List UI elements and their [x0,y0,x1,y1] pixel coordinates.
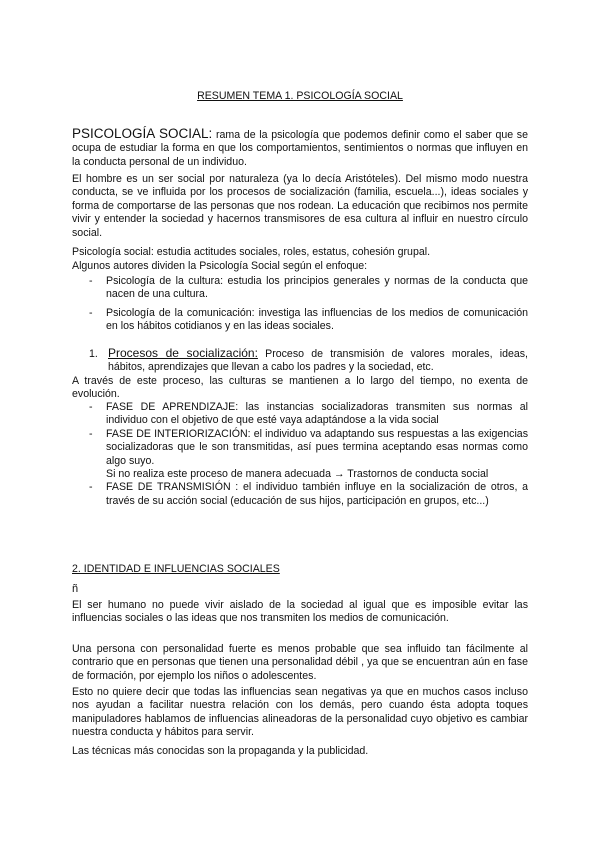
paragraph-hombre: El hombre es un ser social por naturaleza (ya lo decía Aristóteles). Del mismo modo nuestra conducta, se ve influida por los procesos de socialización (familia, escuela...), ideas sociales y forma de comportarse de las personas que nos rodean. La educación que recibimos nos permite vivir y entender la sociedad y hacernos transmisores de esa cultura al influir en nuestro círculo social. [72,173,528,239]
definition-text: rama de la psicología que podemos definir como el saber que se ocupa de estudiar la forma en que los comportamientos, sentimientos o normas que influyen en la conducta personal de un individuo. [72,129,528,168]
process-text: Proceso de transmisión de valores morales, ideas, hábitos, aprendizajes que llevan a cabo los padres y la sociedad, etc. [108,348,528,374]
process-paragraph [108,347,528,375]
list-item: - FASE DE APRENDIZAJE: las instancias socializadoras transmiten sus normas al individuo con el objetivo de que esté vaya adaptándose a la vida social [89,401,528,427]
list-item: - Psicología de la comunicación: investiga las influencias de los medios de comunicación en los hábitos cotidianos y en las ideas sociales. [89,306,528,333]
document-title: RESUMEN TEMA 1. PSICOLOGÍA SOCIAL [197,90,403,102]
fases-list [89,401,528,508]
section-2-mark: ñ [72,583,79,595]
section-2-title: 2. IDENTIDAD E INFLUENCIAS SOCIALES [72,563,280,575]
paragraph-personalidad: Una persona con personalidad fuerte es menos probable que sea influido tan fácilmente al contrario que en personas que tienen una personalidad débil , ya que se encuentran aún en fase de formación, por ejemplo los niños o adolescentes. [72,643,528,682]
paragraph-negativas: Esto no quiere decir que todas las influencias sean negativas ya que en muchos casos incluso nos ayudan a facilitar nuestra relación con los demás, pero cuando ésta adopta toques manipuladores hablamos de influencias alineadoras de la personalidad cuyo objetivo es cambiar nuestra conducta y hábitos para servir. [72,686,528,739]
paragraph-autores: Algunos autores dividen la Psicología Social según el enfoque: [72,260,368,272]
paragraph-traves: A través de este proceso, las culturas se mantienen a lo largo del tiempo, no exenta de evolución. [72,375,528,401]
paragraph-tecnicas: Las técnicas más conocidas son la propaganda y la publicidad. [72,745,369,757]
list-item: - FASE DE INTERIORIZACIÓN: el individuo va adaptando sus respuestas a las exigencias socializadoras que le son transmitidas, así pues termina aceptando esas normas como algo suyo. [89,427,528,467]
process-label: Procesos de socialización: [108,346,258,360]
process-number: 1. [89,348,98,360]
list-item: - FASE DE TRANSMISIÓN : el individuo también influye en la socialización de otros, a través de su acción social (educación de sus hijos, participación en grupos, etc...) [89,481,528,507]
list-item: - Psicología de la cultura: estudia los principios generales y normas de la conducta que nacen de una cultura. [89,275,528,301]
definition-term: PSICOLOGÍA SOCIAL: [72,126,213,141]
paragraph-aislado: El ser humano no puede vivir aislado de la sociedad al igual que es imposible evitar las influencias sociales o las ideas que nos transmiten los medios de comunicación. [72,599,528,625]
fase-note: Si no realiza este proceso de manera adecuada → Trastornos de conducta social [106,468,489,481]
definition-paragraph [72,127,528,169]
paragraph-estudia: Psicología social: estudia actitudes sociales, roles, estatus, cohesión grupal. [72,246,431,258]
enfoques-list [89,275,528,334]
